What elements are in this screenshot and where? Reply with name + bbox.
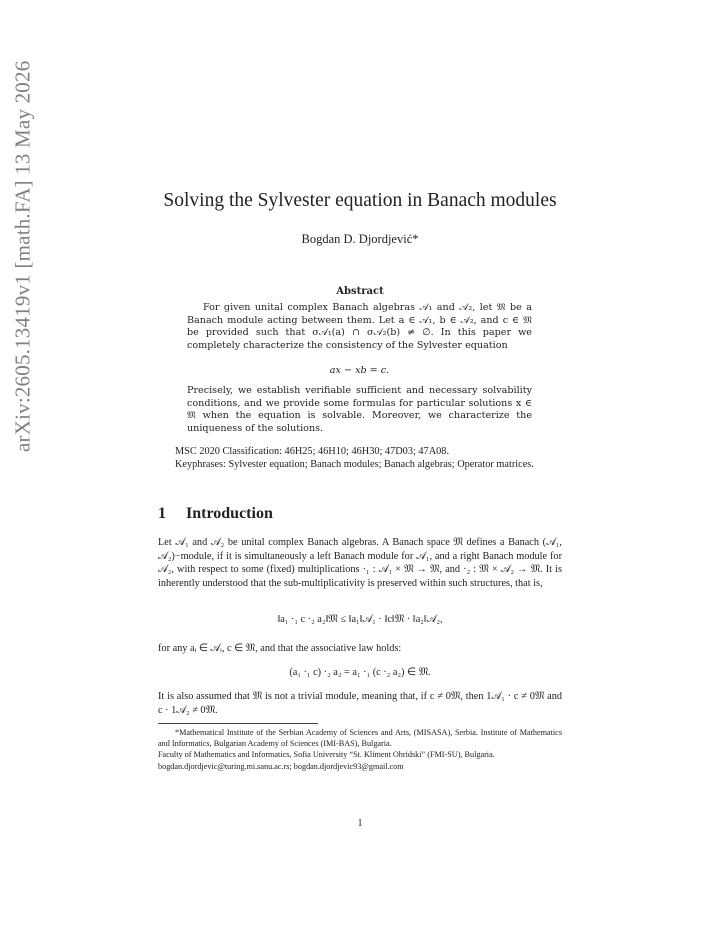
classification-block bbox=[158, 445, 562, 472]
intro-equation-2: (a₁ ·₁ c) ·₂ a₂ = a₁ ·₁ (c ·₂ a₂) ∈ 𝔐. bbox=[289, 667, 431, 678]
abstract-paragraph-2: Precisely, we establish verifiable sufficient and necessary solvability conditions, and we provide some formulas for particular solutions x ∈ 𝔐 when the equation is solvable. Moreover, we characterize the uniqueness of the solutions. bbox=[187, 385, 532, 434]
intro-paragraph-2: for any aᵢ ∈ 𝒜ᵢ, c ∈ 𝔐, and that the associative law holds: bbox=[158, 643, 402, 654]
abstract-equation: ax − xb = c. bbox=[329, 365, 390, 376]
msc-classification: MSC 2020 Classification: 46H25; 46H10; 46H30; 47D03; 47A08. bbox=[175, 446, 450, 457]
abstract-paragraph-1: For given unital complex Banach algebras 𝒜₁ and 𝒜₂, let 𝔐 be a Banach module acting between them. Let a ∈ 𝒜₁, b ∈ 𝒜₂, and c ∈ 𝔐 be provided such that σ𝒜₁(a) ∩ σ𝒜₂(b) ≠ ∅. In this paper we completely characterize the consistency of the Sylvester equation bbox=[187, 302, 532, 351]
footnote-affiliation-2: Faculty of Mathematics and Informatics, Sofia University “St. Kliment Ohridski” (FMI-SU), Bulgaria. bbox=[158, 750, 495, 760]
intro-equation-1: ‖a₁ ·₁ c ·₂ a₂‖𝔐 ≤ ‖a₁‖𝒜₁ · ‖c‖𝔐 · ‖a₂‖𝒜₂, bbox=[277, 614, 443, 625]
intro-paragraph-1: Let 𝒜₁ and 𝒜₂ be unital complex Banach algebras. A Banach space 𝔐 defines a Banach (𝒜₁, 𝒜₂)−module, if it is simultaneously a left Banach module for 𝒜₁, and a right Banach module for 𝒜₂, with respect to some (fixed) multiplications ·₁ : 𝒜₁ × 𝔐 → 𝔐, and ·₂ : 𝔐 × 𝒜₂ → 𝔐. It is inherently understood that the sub-multiplicativity is preserved within such structures, that is, bbox=[158, 537, 562, 590]
footnote-affiliation-1: *Mathematical Institute of the Serbian Academy of Sciences and Arts, (MISASA), Serbia. Institute of Mathematics and Informatics, Bulgarian Academy of Sciences (IMI-BAS), Bulgaria. bbox=[158, 728, 562, 749]
page-number: 1 bbox=[357, 818, 363, 829]
footnote-rule bbox=[158, 723, 318, 724]
footnote-email: bogdan.djordjevic@turing.mi.sanu.ac.rs; bogdan.djordjevic93@gmail.com bbox=[158, 761, 404, 771]
author-name: Bogdan D. Djordjević* bbox=[301, 232, 419, 246]
footnote bbox=[158, 727, 562, 772]
intro-paragraph-3: It is also assumed that 𝔐 is not a trivial module, meaning that, if c ≠ 0𝔐, then 1𝒜₁ · c ≠ 0𝔐 and c · 1𝒜₂ ≠ 0𝔐. bbox=[158, 691, 562, 716]
paper-title: Solving the Sylvester equation in Banach modules bbox=[163, 190, 557, 211]
abstract-heading: Abstract bbox=[336, 286, 384, 297]
section-title: Introduction bbox=[186, 505, 273, 522]
arxiv-identifier: arXiv:2605.13419v1 [math.FA] 13 May 2026 bbox=[10, 60, 35, 452]
keyphrases: Keyphrases: Sylvester equation; Banach modules; Banach algebras; Operator matrices. bbox=[175, 459, 534, 471]
section-number: 1 bbox=[158, 505, 166, 522]
section-heading bbox=[158, 505, 562, 523]
